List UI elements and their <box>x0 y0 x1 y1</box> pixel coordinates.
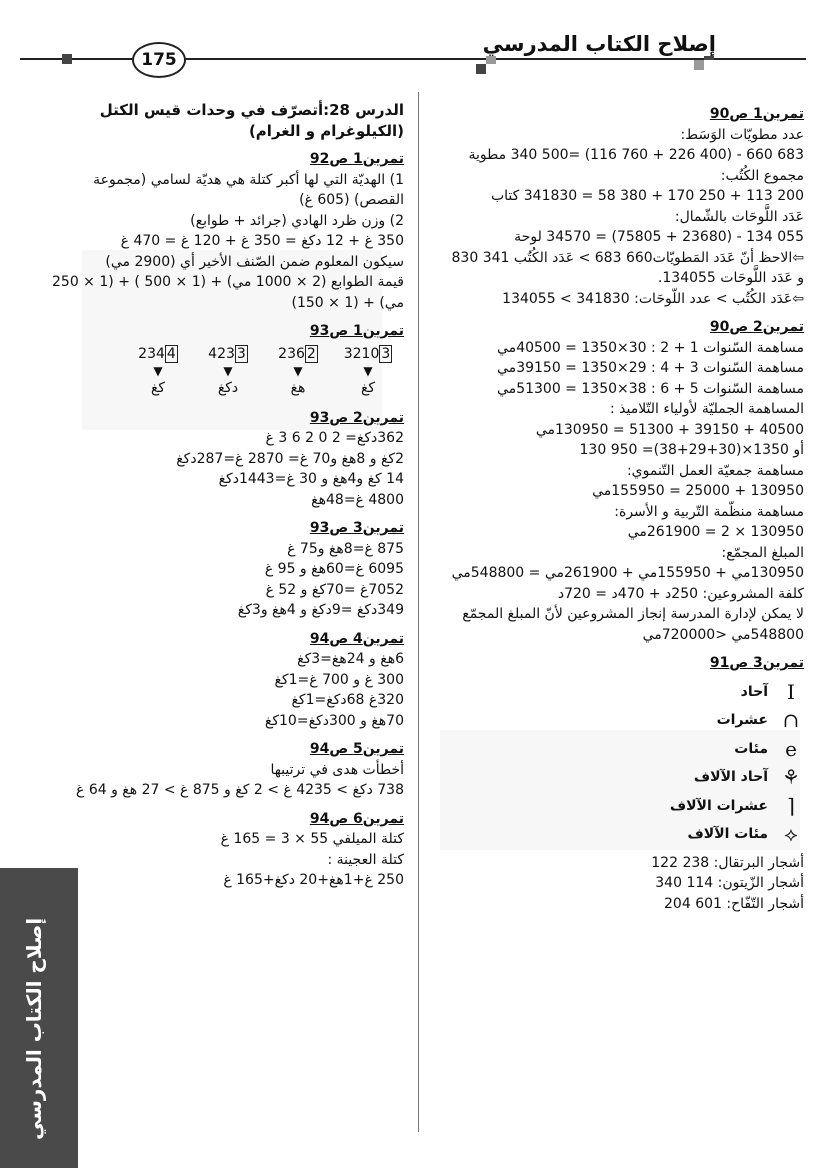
exercise-title: تمرين3 ص91 <box>709 655 804 671</box>
text-line: 548800مي <720000مي <box>642 626 804 643</box>
text-line: 200 113 + 250 170 + 380 58 = 341830 كتاب <box>490 188 804 204</box>
page-header <box>0 0 826 90</box>
unit-conversion-item <box>332 344 404 399</box>
text-line: ⇦عَدَد الكُتُب > عدد اللّوحَات: 341830 > 134055 <box>502 290 804 307</box>
unit-number <box>192 344 264 364</box>
right-column-lines <box>414 104 804 674</box>
hieroglyph-icon: ⟡ <box>784 822 798 846</box>
text-line: أو 1350×(30+29+38)= 950 130 <box>579 442 804 458</box>
text-line: 6095 غ=60هغ و 95 غ <box>264 561 404 577</box>
text-line: 2كغ و 8هغ و70 غ= 2870 غ=287دكغ <box>176 450 404 467</box>
text-line: المساهمة الجمليّة لأولياء التّلاميذ : <box>609 401 804 417</box>
unit-conversion-item <box>262 344 334 399</box>
text-line: 130950مي + 155950مي + 261900مي = 548800مي <box>451 565 804 581</box>
left-column-top <box>52 100 404 342</box>
egyptian-unit-row <box>414 710 804 731</box>
text-line: 1) الهديّة التي لها أكبر كتلة هي هديّة لسامي (مجموعة <box>93 171 404 188</box>
unit-number <box>262 344 334 364</box>
tree-count-line: أشجار الزّيتون: 114 340 <box>655 875 804 891</box>
text-line: مجموع الكُتُب: <box>720 167 804 184</box>
text-line: 250 غ+1هغ+20 دكغ+165 غ <box>223 872 404 888</box>
text-line: عَدَد اللَّوحَات بالشّمال: <box>674 208 804 225</box>
unit-label: كغ <box>360 379 376 396</box>
unit-number <box>122 344 194 364</box>
exercise-title: تمرين2 ص90 <box>709 319 804 335</box>
text-line: 300 غ و 700 غ=1كغ <box>274 671 404 688</box>
text-line: و عَدَد اللَّوحَات 134055. <box>657 270 804 286</box>
text-line: سيكون المعلوم ضمن الصّنف الأخير أي (2900 مي) <box>105 253 404 270</box>
text-line: 350 غ + 12 دكغ = 350 غ + 120 غ = 470 غ <box>120 233 404 249</box>
text-line: 362دكغ= 2 0 2 6 3 غ <box>265 430 404 446</box>
left-column <box>52 100 404 891</box>
highlighted-digit: 4 <box>166 345 176 362</box>
trees-list <box>414 853 804 915</box>
hieroglyph-icon: ∩ <box>782 708 800 732</box>
egyptian-unit-row <box>414 824 804 845</box>
text-line: قيمة الطوابع (2 × 1000 مي) + (1 × 500 ) + (1 × 250 <box>52 274 404 290</box>
text-line: مساهمة السّنوات 3 + 4 : 29×1350 = 39150مي <box>497 360 804 376</box>
text-line: 683 660 - (400 226 + 760 116) =500 340 مطوية <box>468 147 804 163</box>
text-line: 738 دكغ > 4235 غ > 2 كغ و 875 غ > 27 هغ و 64 غ <box>76 782 404 798</box>
hieroglyph-icon: ⌈ <box>787 793 795 818</box>
lesson-title: الدرس 28:أتصرّف في وحدات قيس الكتل <box>99 101 404 119</box>
hieroglyph-icon: I <box>787 679 795 704</box>
down-arrow-icon: ▼ <box>153 363 163 378</box>
text-line: 4800 غ=48هغ <box>311 491 404 508</box>
down-arrow-icon: ▼ <box>363 363 373 378</box>
text-line: 875 غ=8هغ و75 غ <box>287 540 404 557</box>
number-text: 234 <box>138 345 165 362</box>
number-text: 236 <box>278 345 305 362</box>
text-line: 349دكغ =9دكغ و 4هغ و3كغ <box>237 602 404 618</box>
unit-label: هغ <box>290 379 306 396</box>
unit-label: آحاد <box>740 683 768 700</box>
text-line: كتلة العجينة : <box>327 851 404 868</box>
exercise-title: تمرين5 ص94 <box>309 741 404 757</box>
egyptian-unit-row <box>414 736 804 761</box>
highlighted-digit: 3 <box>236 345 246 362</box>
header-decor-square <box>694 60 704 70</box>
text-line: ⇦الاحظ أنّ عَدَد المَطويّات660 683 > عَدَد الكُتُب 341 830 <box>451 249 804 266</box>
text-line: 2) وزن ظرد الهادي (جرائد + طوابع) <box>190 212 404 229</box>
unit-number <box>332 344 404 364</box>
egyptian-unit-row <box>414 679 804 704</box>
unit-label: آحاد الآلاف <box>693 769 768 785</box>
highlighted-digit: 3 <box>381 345 391 362</box>
down-arrow-icon: ▼ <box>293 363 303 378</box>
text-line: 6هغ و 24هغ=3كغ <box>297 651 404 667</box>
exercise-title: تمرين4 ص94 <box>309 630 404 647</box>
text-line: 40500 + 39150 + 51300 = 130950مي <box>535 421 804 438</box>
text-line: مي) + (1 × 150) <box>291 294 404 311</box>
tree-count-line: أشجار البرتقال: 238 122 <box>651 854 804 871</box>
text-line: مساهمة السّنوات 5 + 6 : 38×1350 = 51300مي <box>497 380 804 397</box>
text-line: 70هغ و 300دكغ=10كغ <box>264 712 404 729</box>
hieroglyph-icon: e <box>785 736 797 761</box>
text-line: عدد مطويّات الوَسَط: <box>680 126 804 143</box>
hieroglyph-icon: ⚘ <box>782 765 800 789</box>
side-tab-label: إصلاح الكتاب المدرسي <box>22 917 46 1140</box>
left-column-bottom <box>76 408 404 891</box>
egyptian-units-list <box>414 679 804 846</box>
page-title: إصلاح الكتاب المدرسي <box>473 32 726 56</box>
egyptian-unit-row <box>414 793 804 818</box>
right-column <box>414 96 804 914</box>
unit-label: دكغ <box>217 379 239 396</box>
text-line: 320غ 68دكغ=1كغ <box>291 692 404 708</box>
exercise-title: تمرين1 ص93 <box>309 323 404 339</box>
text-line: كلفة المشروعين: 250د + 470د = 720د <box>557 585 804 602</box>
text-line: 130950 × 2 = 261900مي <box>627 524 804 540</box>
units-exercise <box>108 344 404 400</box>
unit-conversion-item <box>192 344 264 399</box>
text-line: مساهمة منظّمة التّربية و الأسرة: <box>614 503 804 520</box>
text-line: 055 134 - (23680 + 75805) = 34570 لوحة <box>514 229 804 245</box>
egyptian-unit-row <box>414 767 804 788</box>
header-decor-square <box>62 54 72 64</box>
text-line: لا يمكن لإدارة المدرسة إنجاز المشروعين لأنّ المبلغ المجمّع <box>462 606 804 622</box>
unit-label: مئات <box>734 740 768 757</box>
page-number: 175 <box>132 42 186 78</box>
text-line: مساهمة السّنوات 1 + 2 : 30×1350 = 40500مي <box>497 339 804 356</box>
highlighted-digit: 2 <box>306 345 316 362</box>
unit-label: كغ <box>150 379 166 396</box>
number-text: 3210 <box>343 345 380 362</box>
unit-label: عشرات الآلاف <box>669 797 768 814</box>
text-line: أخطأت هدى في ترتيبها <box>270 761 404 778</box>
down-arrow-icon: ▼ <box>223 363 233 378</box>
exercise-title: تمرين3 ص93 <box>309 520 404 536</box>
text-line: 7052غ =70كغ و 52 غ <box>265 581 404 598</box>
text-line: 14 كغ و4هغ و 30 غ=1443دكغ <box>218 471 404 487</box>
text-line: المبلغ المجمّع: <box>721 544 804 561</box>
exercise-title: تمرين1 ص90 <box>709 106 804 122</box>
lesson-title: (الكيلوغرام و الغرام) <box>248 121 404 140</box>
text-line: مساهمة جمعيّة العمل التّنموي: <box>626 462 804 479</box>
header-decor-square <box>476 64 486 74</box>
text-line: كتلة الميلفي 55 × 3 = 165 غ <box>220 831 404 847</box>
exercise-title: تمرين2 ص93 <box>309 409 404 426</box>
unit-label: مئات الآلاف <box>687 826 768 842</box>
unit-label: عشرات <box>716 712 768 728</box>
text-line: 130950 + 25000 = 155950مي <box>592 483 804 499</box>
exercise-title: تمرين1 ص92 <box>309 151 404 167</box>
exercise-title: تمرين6 ص94 <box>309 810 404 827</box>
number-text: 423 <box>208 345 235 362</box>
tree-count-line: أشجار التّفّاح: 601 204 <box>664 895 804 912</box>
text-line: القصص) (605 غ) <box>299 192 404 208</box>
unit-conversion-item <box>122 344 194 399</box>
